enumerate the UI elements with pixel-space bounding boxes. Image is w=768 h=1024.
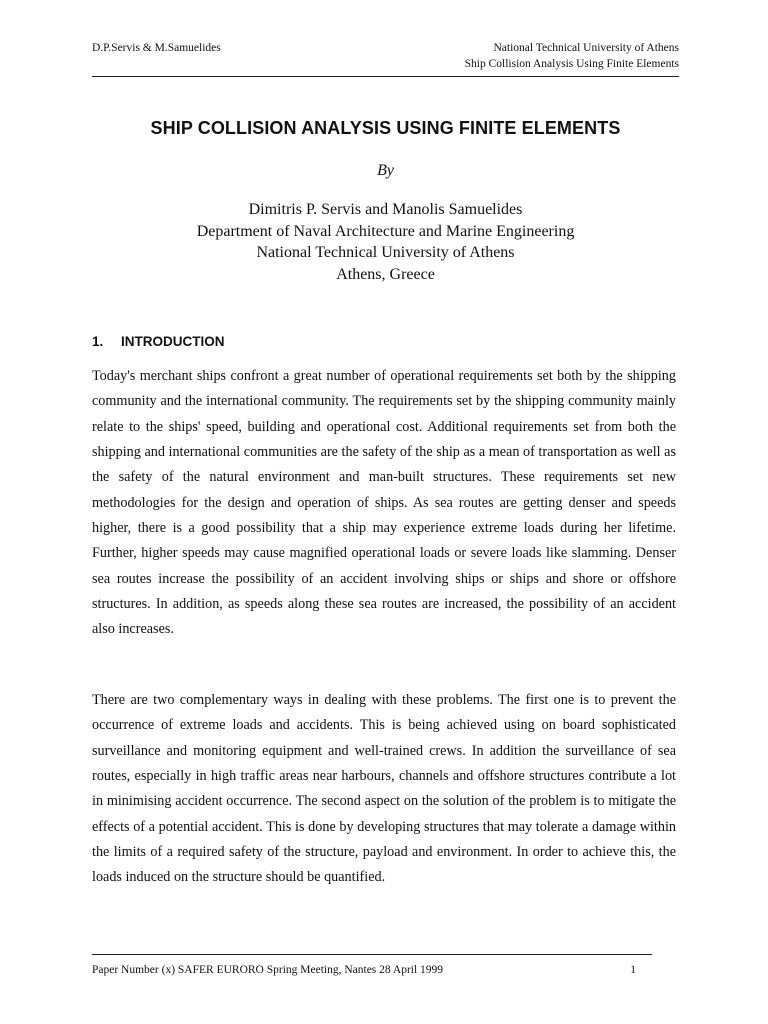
author-names: Dimitris P. Servis and Manolis Samuelides bbox=[248, 201, 523, 218]
header-rule bbox=[92, 76, 679, 77]
section-heading bbox=[92, 334, 225, 349]
paper-title: SHIP COLLISION ANALYSIS USING FINITE ELEMENTS bbox=[150, 118, 621, 138]
department: Department of Naval Architecture and Marine Engineering bbox=[196, 222, 575, 240]
location: Athens, Greece bbox=[336, 265, 435, 283]
paragraph-1: Today's merchant ships confront a great number of operational requirements set both by the shipping community and the international community. The requirements set by the shipping community mainly relate to the ships' speed, building and operational cost. Additional requirements set from both the shipping and international communities are the safety of the ship as a mean of transportation as well as the safety of the natural environment and man-built structures. These requirements set new methodologies for the design and operation of ships. As sea routes are getting denser and speeds higher, there is a good possibility that a ship may experience extreme loads during her lifetime. Further, higher speeds may cause magnified operational loads or severe loads like slamming. Denser sea routes increase the possibility of an accident involving ships or ships and shore or offshore structures. In addition, as speeds along these sea routes are increased, the possibility of an accident also increases. bbox=[92, 368, 676, 638]
footer-rule bbox=[92, 954, 652, 955]
running-header-right bbox=[465, 40, 679, 72]
paragraph-2: There are two complementary ways in dealing with these problems. The first one is to prevent the occurrence of extreme loads and accidents. This is being achieved using on board sophisticated surveillance and monitoring equipment and well-trained crews. In addition the surveillance of sea routes, especially in high traffic areas near harbours, channels and offshore structures contribute a lot in minimising accident occurrence. The second aspect on the solution of the problem is to mitigate the effects of a potential accident. This is done by developing structures that may tolerate a damage within the limits of a required safety of the structure, payload and environment. In order to achieve this, the loads induced on the structure should be quantified. bbox=[92, 692, 676, 886]
section-number: 1. bbox=[92, 334, 104, 349]
running-header-authors: D.P.Servis & M.Samuelides bbox=[92, 42, 221, 54]
section-title: INTRODUCTION bbox=[121, 334, 225, 349]
page-number: 1 bbox=[630, 964, 636, 976]
university: National Technical University of Athens bbox=[256, 244, 515, 261]
byline: By bbox=[377, 162, 394, 179]
author-affiliation bbox=[92, 199, 679, 285]
footer-citation: Paper Number (x) SAFER EURORO Spring Meeting, Nantes 28 April 1999 bbox=[92, 964, 444, 976]
running-header-institution: National Technical University of Athens bbox=[493, 42, 679, 54]
running-header-short-title: Ship Collision Analysis Using Finite Elements bbox=[464, 58, 679, 70]
